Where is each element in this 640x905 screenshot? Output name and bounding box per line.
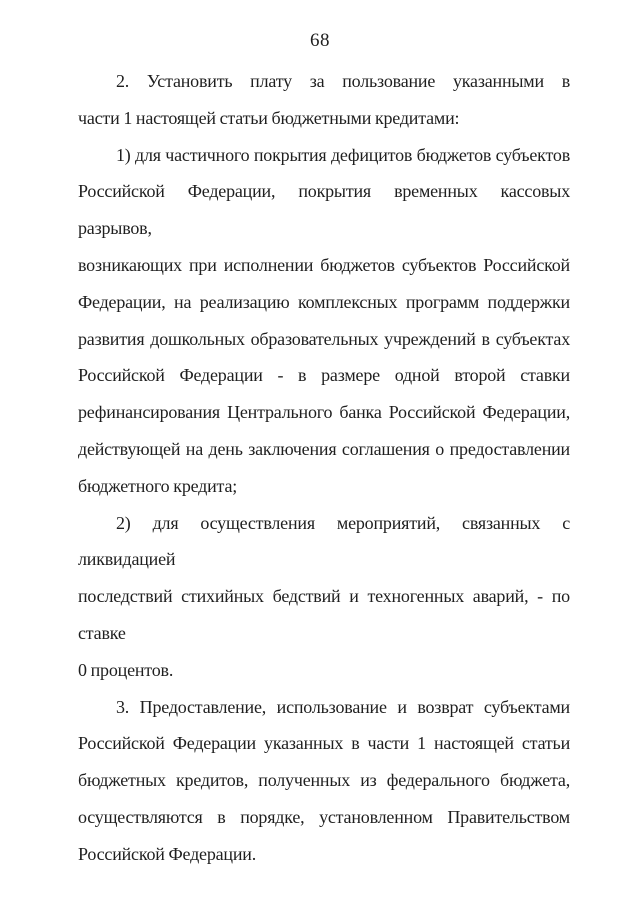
text-line: Российской Федерации указанных в части 1 настоящей статьи [78, 733, 570, 754]
text-line: 2) для осуществления мероприятий, связанных с ликвидацией [78, 512, 570, 570]
text-line: бюджетного кредита; [78, 475, 238, 496]
text-line: части 1 настоящей статьи бюджетными кредитами: [78, 107, 460, 128]
page-number: 68 [310, 30, 330, 51]
paragraph-clause-2 [78, 63, 570, 137]
text-line: Российской Федерации - в размере одной второй ставки [78, 365, 570, 386]
text-line: рефинансирования Центрального банка Российской Федерации, [78, 402, 570, 423]
text-line: возникающих при исполнении бюджетов субъектов Российской [78, 254, 570, 275]
text-line: Российской Федерации. [78, 843, 257, 864]
text-line: последствий стихийных бедствий и техногенных аварий, - по ставке [78, 586, 570, 643]
text-line: действующей на день заключения соглашения о предоставлении [78, 438, 570, 459]
paragraph-item-1 [78, 137, 570, 505]
text-line: 1) для частичного покрытия дефицитов бюджетов субъектов [116, 144, 570, 165]
text-line: бюджетных кредитов, полученных из федерального бюджета, [78, 770, 570, 791]
text-line: развития дошкольных образовательных учреждений в субъектах [78, 328, 570, 349]
text-line: 2. Установить плату за пользование указанными в [116, 71, 570, 91]
text-line: 3. Предоставление, использование и возврат субъектами [116, 696, 570, 717]
paragraph-item-2 [78, 505, 570, 689]
document-body [78, 63, 570, 873]
text-line: осуществляются в порядке, установленном Правительством [78, 806, 570, 827]
text-line: Российской Федерации, покрытия временных кассовых разрывов, [78, 181, 570, 239]
text-line: 0 процентов. [78, 659, 174, 680]
text-line: Федерации, на реализацию комплексных программ поддержки [78, 291, 570, 312]
paragraph-clause-3 [78, 689, 570, 873]
